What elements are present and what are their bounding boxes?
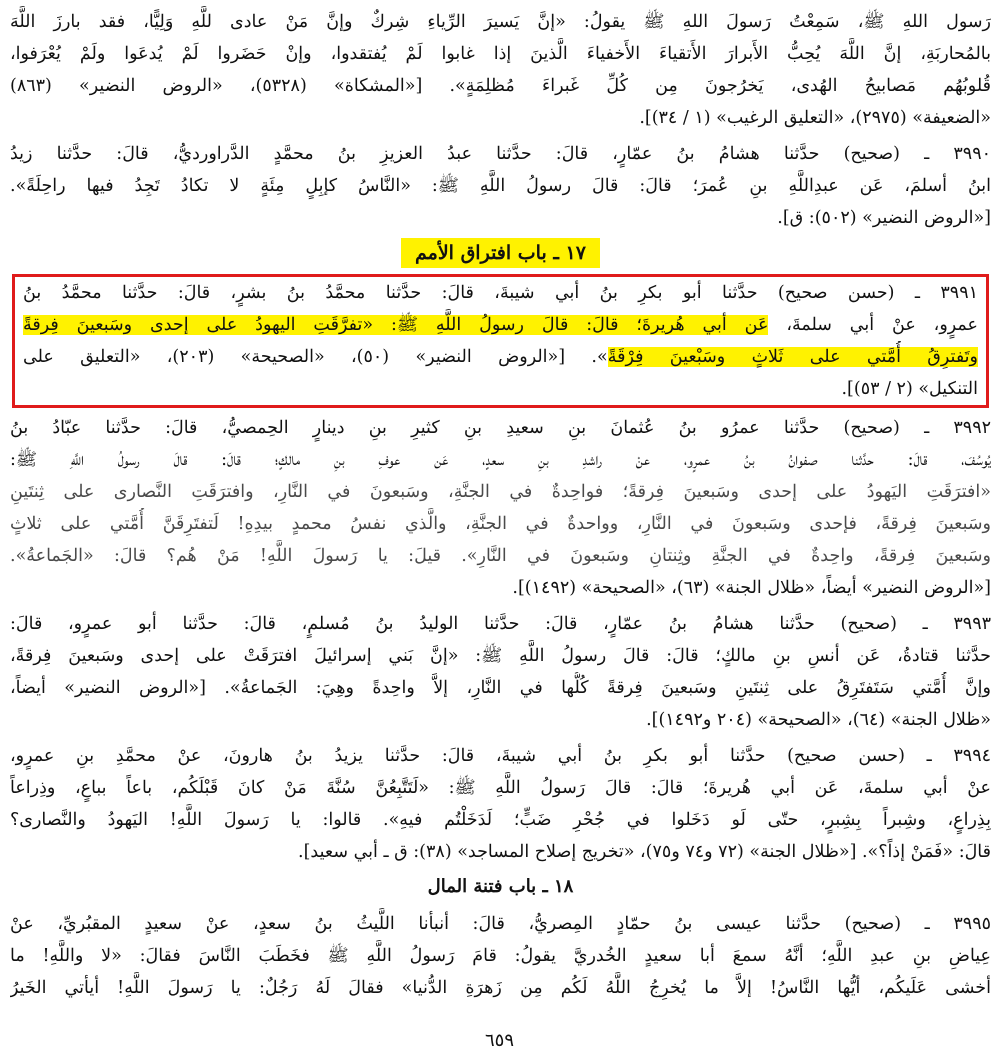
text-line — [10, 508, 991, 540]
text-middle — [10, 412, 991, 868]
text-line — [23, 277, 978, 309]
text-segment: «الضعيفة» (٢٩٧٥)، «التعليق الرغيب» (١ / ٣٤)]. — [639, 108, 991, 128]
text-line — [10, 38, 991, 70]
text-line — [10, 940, 991, 972]
text-line — [10, 476, 991, 508]
text-segment: أخشى عَلَيكُم، أيُّها النَّاسُ! إلاَّ ما يُخرِجُ اللَّهُ لَكُم مِن زَهرَةِ الدُّنيا» فقالَ لَهُ رَجُلٌ: يا رَسولَ اللَّهِ! أيأتي الخَيرُ — [10, 978, 991, 998]
text-segment: التنكيل» (٢ / ٥٣)]. — [841, 379, 978, 399]
text-segment: وسَبعينَ فِرقةً، فإحدى وسَبعونَ في النَّارِ، وواحدةٌ في الجنَّةِ، والَّذي نفسُ محمدٍ بيدِهِ! لَتفتَرِقَنَّ أُمَّتي على ثلاثٍ — [10, 514, 991, 534]
text-line — [10, 836, 991, 868]
text-line — [23, 373, 978, 405]
hadith-block — [10, 908, 991, 1004]
text-segment: وإنَّ أُمَّتي سَتَفتَرِقُ على ثِنتَينِ وسَبعينَ فِرقةً كُلُّها في النَّارِ، إلاَّ واحِدةً وهِيَ: الجَماعةُ». [«الروض النضير» أيضاً، — [10, 678, 991, 698]
chapter-18-heading-wrap — [10, 872, 991, 906]
text-line — [10, 6, 991, 38]
chapter-17-heading-wrap — [10, 238, 991, 272]
text-segment: ٣٩٩٣ ـ (صحيح) حدَّثنا هشامُ بنُ عمّارٍ، قالَ: حدَّثنا الوليدُ بنُ مُسلمٍ، قالَ: حدَّثنا أبو عمرٍو، قالَ: — [10, 614, 991, 634]
text-segment: بالمُحاربَةِ، إنَّ اللَّهَ يُحِبُّ الأَبرارَ الأَتقياءَ الأَخفياءَ الَّذينَ إذا غابوا لَمْ يُفتقدوا، وإنْ حَضَروا لَمْ يُدعَوا ولَمْ يُعْرَفوا، — [10, 44, 991, 64]
text-line — [10, 444, 991, 476]
text-segment: عِياضِ بنِ عبدِ اللَّهِ؛ أنَّهُ سمعَ أبا سعيدٍ الخُدريَّ يقولُ: قامَ رَسولُ اللَّهِ ﷺ فخَطَبَ النَّاسَ فقالَ: «لا واللَّهِ! ما — [10, 946, 991, 966]
highlighted-hadith-box — [12, 274, 989, 408]
hadith-block — [10, 412, 991, 604]
text-segment: ٣٩٩٤ ـ (حسن صحيح) حدَّثنا أبو بكرِ بنُ أبي شيبةَ، قالَ: حدَّثنا يزيدُ بنُ هارونَ، عنْ محمَّدِ بنِ عمرٍو، — [10, 746, 991, 766]
highlighted-text: عَن أبي هُريرةَ؛ قالَ: قالَ رسولُ اللَّهِ ﷺ: «تفرَّقَتِ اليهودُ على إحدى وسَبعينَ فِرقةً — [23, 315, 769, 335]
text-segment: يُوسُفَ، قالَ: حدَّثنا صفوانُ بنُ عمرٍو، عنْ راشدِ بنِ سعدٍ، عَن عوفِ بنِ مالكٍ؛ قالَ: قالَ رسولُ اللَّهِ ﷺ: — [10, 450, 991, 470]
text-line — [10, 972, 991, 1004]
hadith-block — [10, 608, 991, 736]
text-line — [10, 138, 991, 170]
text-line — [10, 804, 991, 836]
text-segment: وسَبعينَ فِرقةً، واحِدةٌ في الجنَّةِ وثِنتانِ وسَبعونَ في النَّارِ». قيلَ: يا رَسولَ اللَّهِ! مَنْ هُم؟ قالَ: «الجَماعةُ». — [10, 546, 991, 566]
text-segment: ٣٩٩٢ ـ (صحيح) حدَّثنا عمرُو بنُ عُثمانَ بنِ سعيدِ بنِ كثيرِ بنِ دينارٍ الحِمصيُّ، قالَ: حدَّثنا عبّادُ بنُ — [10, 418, 991, 438]
highlighted-text: وتَفترِقُ أُمَّتي على ثَلاثٍ وسَبْعينَ فِرْقَةً — [607, 347, 978, 367]
text-segment: قالَ: «فَمَنْ إذاً؟». [«ظلال الجنة» (٧٢ و٧٤ و٧٥)، «تخريج إصلاح المساجد» (٣٨): ق ـ أبي سعيد]. — [298, 842, 991, 862]
text-segment: «ظلال الجنة» (٦٤)، «الصحيحة» (٢٠٤ و١٤٩٢)]. — [646, 710, 991, 730]
text-line — [10, 412, 991, 444]
text-top — [10, 6, 991, 234]
text-line — [10, 772, 991, 804]
text-line — [10, 672, 991, 704]
chapter-18-heading: ١٨ ـ باب فتنة المال — [427, 876, 574, 897]
text-line — [10, 102, 991, 134]
text-line — [10, 170, 991, 202]
text-line — [23, 309, 978, 341]
text-line — [10, 572, 991, 604]
text-segment: بِذِراعٍ، وشِبراً بِشِبرٍ، حتّى لَو دَخَلوا في جُحْرِ ضَبٍّ؛ لَدَخَلْتُم فيهِ». قالوا: يا رَسولَ اللَّهِ! اليَهودُ والنَّصارى؟ — [10, 810, 991, 830]
text-line — [10, 740, 991, 772]
chapter-17-heading: ١٧ ـ باب افتراق الأمم — [401, 238, 600, 268]
hadith-block — [10, 740, 991, 868]
text-bottom — [10, 908, 991, 1004]
text-segment: ٣٩٩٠ ـ (صحيح) حدَّثنا هشامُ بنُ عمّارٍ، قالَ: حدَّثنا عبدُ العزيزِ بنُ محمَّدٍ الدَّراورديُّ، قالَ: حدَّثنا زيدُ — [10, 144, 991, 164]
page-number: ٦٥٩ — [484, 1030, 514, 1051]
text-segment: قُلوبُهُم مَصابيحُ الهُدى، يَخرُجونَ مِن كُلِّ غَبراءَ مُظلِمَةٍ». [«المشكاة» (٥٣٢٨)، «الروض النضير» (٨٦٣) — [10, 76, 991, 96]
text-segment: [«الروض النضير» (٥٠٢): ق]. — [777, 208, 991, 228]
text-line — [10, 704, 991, 736]
text-segment: [«الروض النضير» أيضاً، «ظلال الجنة» (٦٣)، «الصحيحة» (١٤٩٢)]. — [512, 578, 991, 598]
text-segment: ابنُ أسلمَ، عَن عبدِاللَّهِ بنِ عُمرَ؛ قالَ: قالَ رسولُ اللَّهِ ﷺ: «النَّاسُ كإبِلٍ مِئَةٍ لا تكادُ تَجِدُ فيها راحِلَةً». — [10, 176, 991, 196]
text-line — [10, 608, 991, 640]
text-segment: ٣٩٩٥ ـ (صحيح) حدَّثنا عيسى بنُ حمّادٍ المِصريُّ، قالَ: أنبأنا اللَّيثُ بنُ سعدٍ، عنْ سعيدٍ المقبُريِّ، عنْ — [10, 914, 991, 934]
hadith-block — [10, 6, 991, 134]
text-line — [10, 908, 991, 940]
text-segment: عنْ أبي سلمةَ، عَن أبي هُريرةَ؛ قالَ: قالَ رَسولُ اللَّهِ ﷺ: «لَتَتَّبِعُنَّ سُنَّةَ مَنْ كانَ قَبْلَكُم، باعاً بباعٍ، وذِراعاً — [10, 778, 991, 798]
text-segment: «افترَقَتِ اليَهودُ على إحدى وسَبعينَ فِرقةً؛ فواحِدةٌ في الجنَّةِ، وسَبعونَ في النَّارِ، وافترَقَتِ النَّصارى على ثِنتَينِ — [10, 482, 991, 502]
text-segment: حدَّثنا قتادةُ، عَن أنسِ بنِ مالكٍ؛ قالَ: قالَ رسولُ اللَّهِ ﷺ: «إنَّ بَني إسرائيلَ افترَقَتْ على إحدى وسَبعينَ فِرقةً، — [10, 646, 991, 666]
text-segment: ٣٩٩١ ـ (حسن صحيح) حدَّثنا أبو بكرِ بنُ أبي شيبةَ، قالَ: حدَّثنا محمَّدُ بنُ بشرٍ، قالَ: حدَّثنا محمَّدُ بنُ — [23, 283, 978, 303]
text-line — [10, 540, 991, 572]
text-segment: رَسول اللهِ ﷺ، سَمِعْتُ رَسولَ اللهِ ﷺ يقولُ: «إنَّ يَسيرَ الرِّياءِ شِركٌ وإنَّ مَنْ عادى للَّهِ وَلِيًّا، فقد بارزَ اللَّهَ — [10, 12, 991, 32]
text-line — [10, 202, 991, 234]
hadith-block — [10, 138, 991, 234]
text-segment: عمرٍو، عنْ أبي سلمةَ، — [768, 315, 978, 335]
text-boxed — [23, 277, 978, 405]
text-line — [10, 640, 991, 672]
text-line — [23, 341, 978, 373]
text-segment: ». [«الروض النضير» (٥٠)، «الصحيحة» (٢٠٣)، «التعليق على — [23, 347, 608, 367]
text-line — [10, 70, 991, 102]
